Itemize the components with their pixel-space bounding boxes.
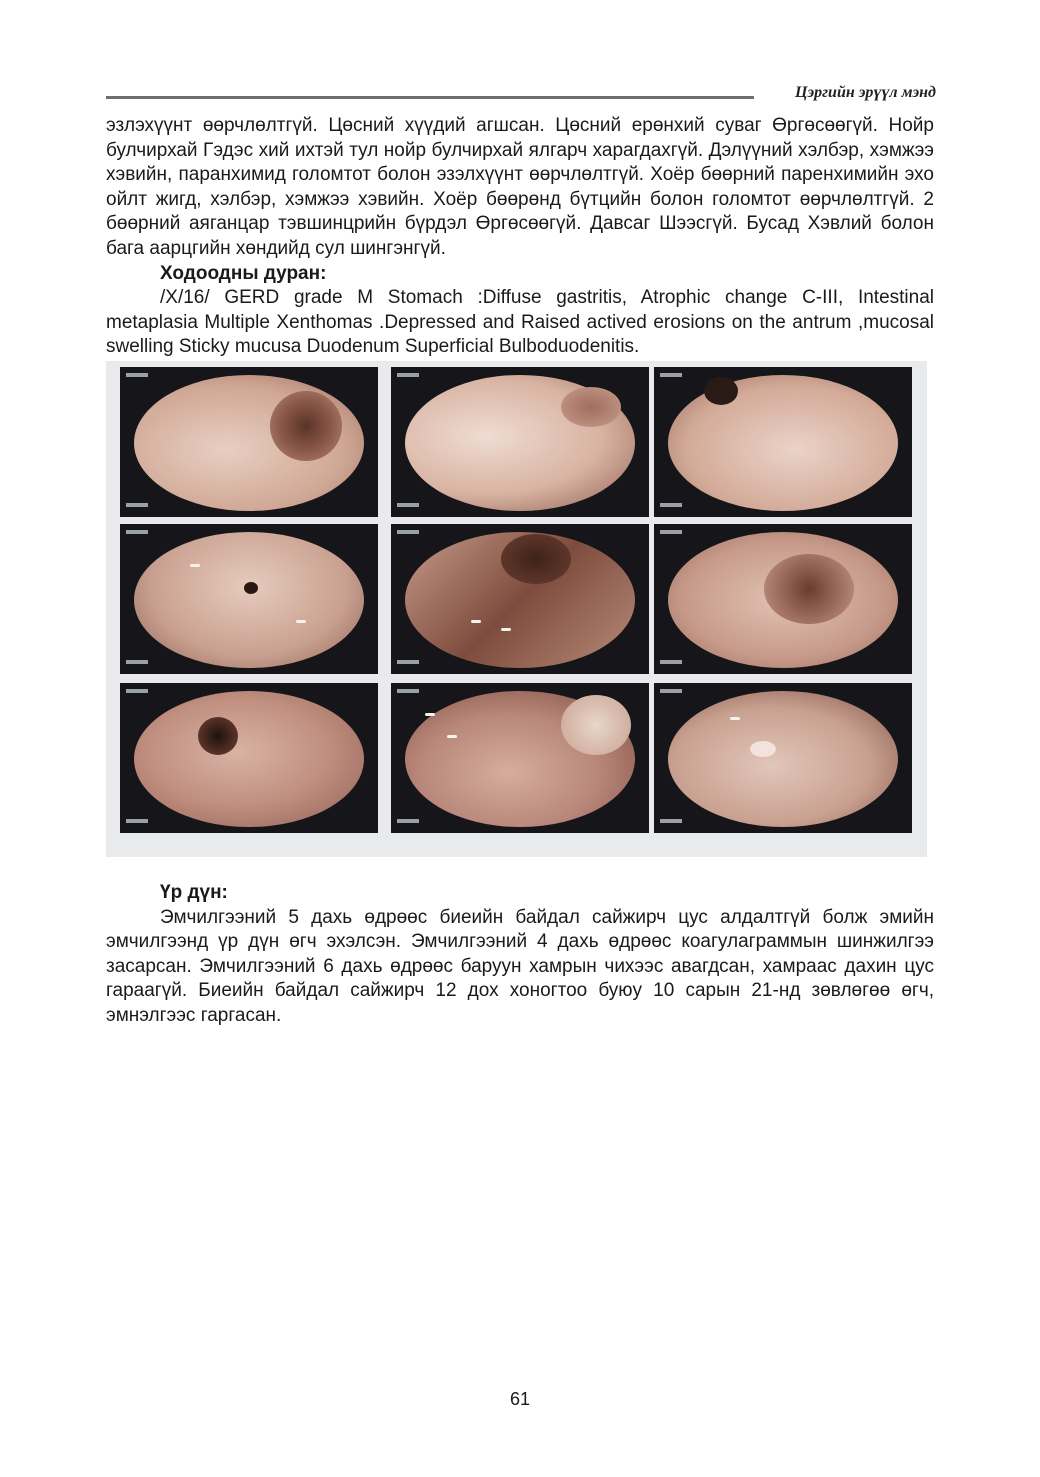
paragraph-imaging: эзлэхүүнт өөрчлөлтгүй. Цөсний хүүдий агшсан. Цөсний ерөнхий суваг Өргөсөөгүй. Нойр булчирхай Гэдэс хий ихтэй тул нойр булчирхай ялгарч харагдахгүй. Дэлүүний хэлбэр, хэмжээ хэвийн, паранхимид голомтот болон эзэлхүүнт өөрчлөлтгүй. Хоёр бөөрний паренхимийн эхо ойлт жигд, хэлбэр, хэмжээ хэвийн. Хоёр бөөрөнд бүтцийн болон голомтот өөрчлөлтгүй. 2 бөөрний аяганцар тэвшинцрийн бүрдэл Өргөсөөгүй. Давсаг Шээсгүй. Бусад Хэвлий болон бага аарцгийн хөндийд сул шингэнгүй. [106, 115, 934, 259]
endoscopy-frame-4 [120, 524, 378, 674]
running-header [106, 84, 936, 104]
endoscopy-frame-3 [654, 367, 912, 517]
endoscopy-frame-6 [654, 524, 912, 674]
endoscopy-frame-2 [391, 367, 649, 517]
endoscopy-image-grid [106, 361, 927, 857]
endoscopy-frame-9 [654, 683, 912, 833]
endoscopy-frame-1 [120, 367, 378, 517]
page-number: 61 [509, 1389, 531, 1409]
header-rule [106, 96, 754, 99]
heading-results: Үр дүн: [160, 882, 228, 903]
paragraph-endoscopy: /X/16/ GERD grade M Stomach :Diffuse gastritis, Atrophic change C-III, Intestinal metaplasia Multiple Xenthomas .Depressed and Raised actived erosions on the antrum ,mucosal swelling Sticky mucusa Duodenum Superficial Bulboduodenitis. [106, 287, 934, 358]
journal-title: Цэргийн эрүүл мэнд [795, 84, 936, 101]
endoscopy-frame-5 [391, 524, 649, 674]
endoscopy-frame-8 [391, 683, 649, 833]
heading-endoscopy: Ходоодны дуран: [160, 262, 327, 284]
endoscopy-frame-7 [120, 683, 378, 833]
paragraph-results: Эмчилгээний 5 дахь өдрөөс биеийн байдал сайжирч цус алдалтгүй болж эмийн эмчилгээнд үр дүн өгч эхэлсэн. Эмчилгээний 4 дахь өдрөөс коагулаграммын шинжилгээ засарсан. Эмчилгээний 6 дахь өдрөөс баруун хамрын чихээс авагдсан, хамраас дахин цус гараагүй. Биеийн байдал сайжирч 12 дох хоногтоо буюу 10 сарын 21-нд зөвлөгөө өгч, эмнэлгээс гаргасан. [106, 906, 934, 1026]
body-text-bottom [106, 881, 934, 1029]
body-text-top [106, 114, 934, 360]
